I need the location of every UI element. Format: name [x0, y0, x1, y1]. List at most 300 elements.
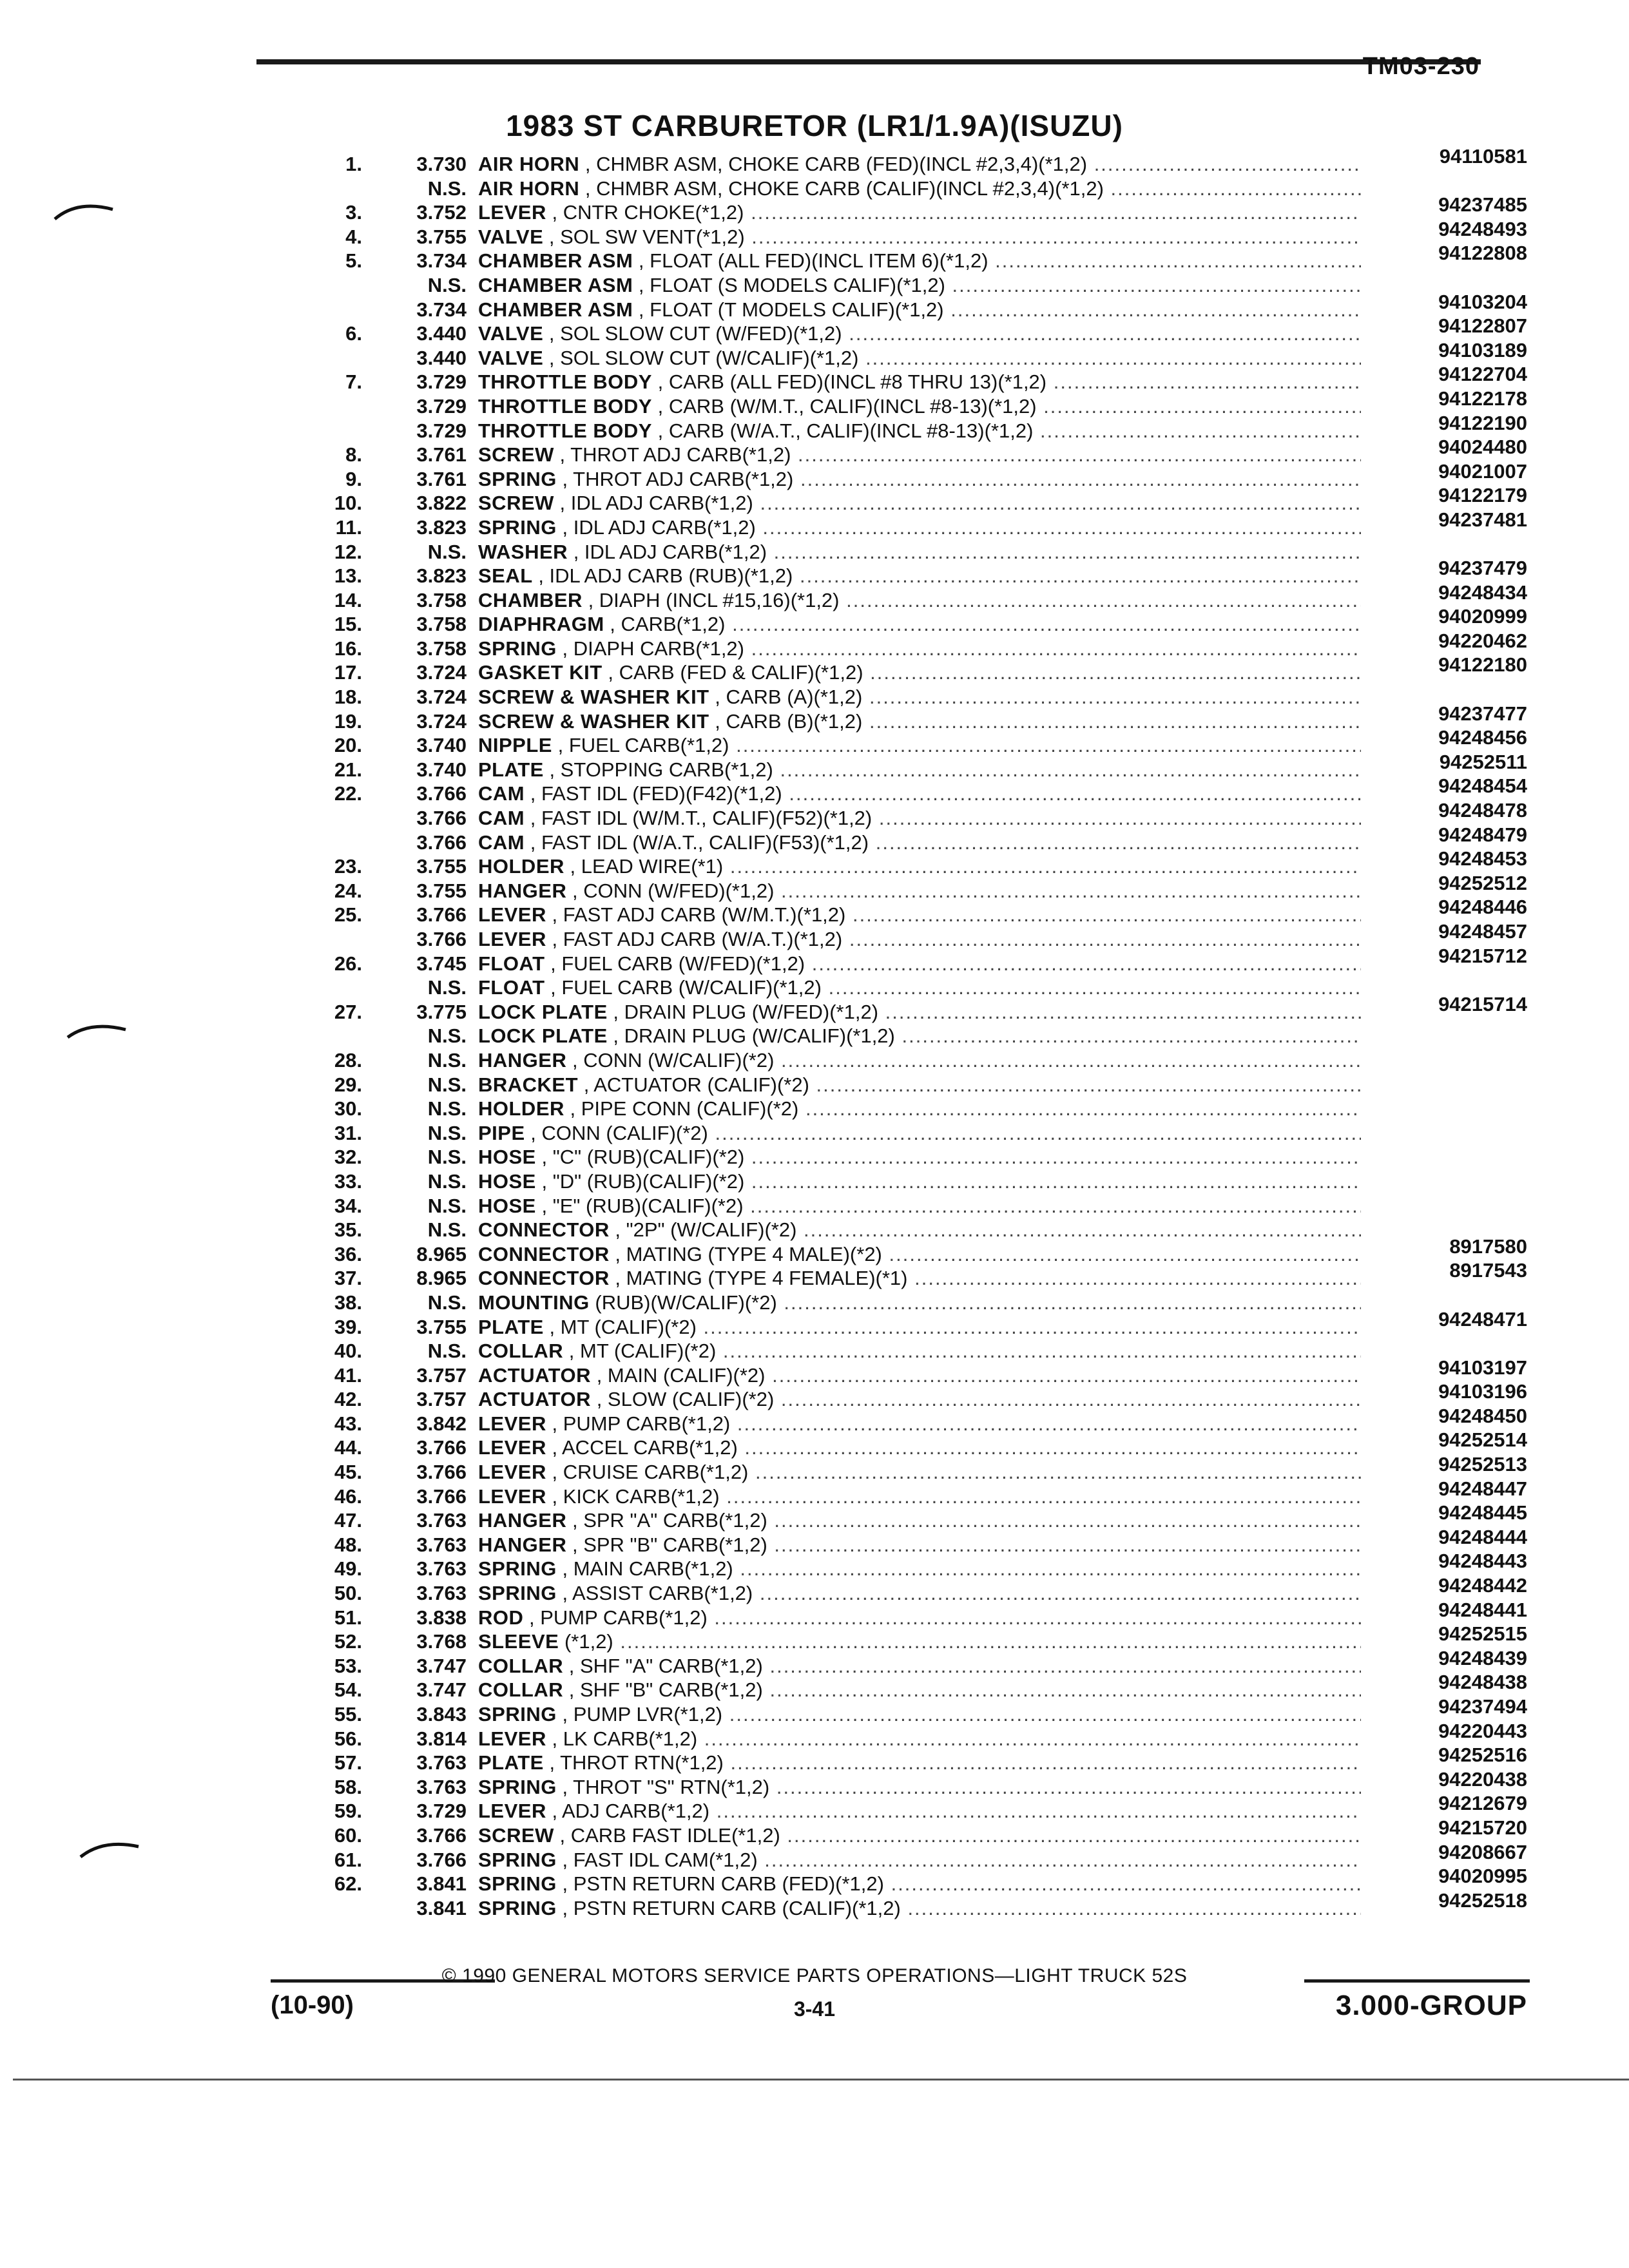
- item-number: 17.: [334, 661, 362, 684]
- part-number: 94248438: [1438, 1671, 1527, 1694]
- parts-row: [322, 484, 1534, 515]
- group-number: 3.766: [416, 1461, 467, 1484]
- item-number: 57.: [334, 1751, 362, 1774]
- group-number: 3.734: [416, 249, 467, 273]
- group-number: 3.758: [416, 637, 467, 660]
- part-description: [478, 588, 1361, 613]
- parts-row: [322, 314, 1534, 346]
- part-description: [478, 709, 1361, 734]
- item-number: 55.: [334, 1703, 362, 1725]
- part-number: 94252511: [1439, 750, 1527, 773]
- group-number: 8.965: [416, 1267, 467, 1290]
- part-detail: , CONN (W/CALIF)(*2): [572, 1048, 775, 1072]
- item-number: 23.: [334, 855, 362, 878]
- item-number: 25.: [334, 903, 362, 927]
- part-name: GASKET KIT: [478, 661, 602, 684]
- part-description: [478, 1266, 1361, 1291]
- part-number: 94248457: [1438, 920, 1527, 943]
- part-detail: , CRUISE CARB(*1,2): [552, 1461, 749, 1484]
- group-number: 3.814: [416, 1727, 467, 1750]
- parts-row: [322, 1380, 1534, 1412]
- item-number: 12.: [334, 540, 362, 563]
- parts-row: [322, 1646, 1534, 1678]
- part-detail: , SHF "A" CARB(*1,2): [568, 1654, 763, 1677]
- part-name: SPRING: [478, 1557, 557, 1581]
- group-number: 8.965: [416, 1242, 467, 1265]
- parts-row: [322, 1048, 1534, 1073]
- item-number: 10.: [334, 492, 362, 515]
- group-number: 3.761: [416, 467, 467, 490]
- item-number: 8.: [345, 443, 362, 466]
- part-detail: , MATING (TYPE 4 FEMALE)(*1): [615, 1267, 908, 1290]
- group-number: 3.752: [416, 201, 467, 224]
- parts-row: [322, 338, 1534, 370]
- item-number: 40.: [334, 1340, 362, 1363]
- part-number: 94252515: [1438, 1622, 1527, 1646]
- part-name: THROTTLE BODY: [478, 370, 652, 394]
- group-number: 3.440: [416, 346, 467, 369]
- part-number: 94020999: [1438, 605, 1527, 628]
- part-name: HOSE: [478, 1169, 536, 1193]
- part-number: 94248493: [1438, 217, 1527, 240]
- group-number: 3.766: [416, 831, 467, 854]
- parts-row: [322, 1695, 1534, 1727]
- part-number: 94248443: [1438, 1550, 1527, 1573]
- part-description: [478, 1412, 1361, 1436]
- part-description: [478, 1629, 1361, 1654]
- top-rule: [256, 59, 1481, 64]
- part-number: 94248441: [1438, 1598, 1527, 1621]
- part-description: [478, 322, 1361, 346]
- part-name: DIAPHRAGM: [478, 613, 604, 636]
- item-number: 58.: [334, 1775, 362, 1798]
- parts-row: [322, 1622, 1534, 1654]
- part-name: SLEEVE: [478, 1630, 559, 1653]
- group-number: 3.740: [416, 758, 467, 781]
- group-number: 3.745: [416, 952, 467, 975]
- part-name: CHAMBER ASM: [478, 298, 633, 321]
- group-number: 3.838: [416, 1606, 467, 1629]
- part-name: WASHER: [478, 540, 568, 563]
- item-number: 38.: [334, 1291, 362, 1314]
- part-name: SPRING: [478, 515, 557, 539]
- parts-row: [322, 1218, 1534, 1242]
- group-number: 3.766: [416, 928, 467, 950]
- part-description: [478, 1533, 1361, 1557]
- parts-row: [322, 1291, 1534, 1315]
- item-number: 41.: [334, 1363, 362, 1387]
- parts-row: [322, 1840, 1534, 1872]
- item-number: 13.: [334, 564, 362, 588]
- part-name: SPRING: [478, 637, 557, 660]
- part-name: HANGER: [478, 879, 567, 902]
- part-detail: , SOL SLOW CUT (W/CALIF)(*1,2): [548, 346, 859, 369]
- part-description: [478, 1194, 1361, 1218]
- part-description: [478, 952, 1361, 976]
- part-name: LEVER: [478, 1436, 546, 1459]
- parts-row: [322, 1598, 1534, 1630]
- group-number: 3.747: [416, 1678, 467, 1702]
- group-number: 3.768: [416, 1630, 467, 1653]
- item-number: 56.: [334, 1727, 362, 1750]
- group-number: 3.775: [416, 1000, 467, 1023]
- group-number: 3.729: [416, 419, 467, 442]
- part-description: [478, 975, 1361, 1000]
- part-name: LEVER: [478, 1727, 546, 1750]
- part-detail: , CONN (W/FED)(*1,2): [572, 879, 775, 902]
- part-description: [478, 879, 1361, 903]
- part-number: 94215714: [1438, 992, 1527, 1015]
- part-description: [478, 298, 1361, 322]
- item-number: 39.: [334, 1315, 362, 1338]
- part-description: [478, 1799, 1361, 1823]
- group-number: 3.766: [416, 903, 467, 927]
- group-number: 3.766: [416, 807, 467, 830]
- part-number: 94248444: [1438, 1525, 1527, 1548]
- part-description: [478, 564, 1361, 588]
- part-name: CAM: [478, 807, 525, 830]
- part-description: [478, 1387, 1361, 1412]
- group-number: 3.763: [416, 1509, 467, 1532]
- group-number: 3.763: [416, 1557, 467, 1581]
- part-name: SEAL: [478, 564, 533, 588]
- item-number: 20.: [334, 734, 362, 757]
- part-detail: , PUMP CARB(*1,2): [552, 1412, 731, 1435]
- parts-row: [322, 1145, 1534, 1169]
- parts-row: [322, 1235, 1534, 1267]
- item-number: 46.: [334, 1485, 362, 1508]
- part-detail: , PIPE CONN (CALIF)(*2): [570, 1097, 799, 1120]
- parts-row: [322, 823, 1534, 855]
- parts-row: [322, 1477, 1534, 1509]
- part-detail: , CARB (W/A.T., CALIF)(INCL #8-13)(*1,2): [657, 419, 1034, 442]
- part-name: FLOAT: [478, 976, 545, 999]
- part-description: [478, 467, 1361, 492]
- part-number: 94252516: [1438, 1744, 1527, 1767]
- part-description: [478, 225, 1361, 249]
- part-number: 94021007: [1438, 459, 1527, 483]
- parts-row: [322, 1525, 1534, 1557]
- part-number: 94103197: [1438, 1356, 1527, 1379]
- group-number: N.S.: [427, 1194, 467, 1217]
- part-detail: , FAST ADJ CARB (W/M.T.)(*1,2): [552, 903, 846, 927]
- part-number: 94248445: [1438, 1501, 1527, 1524]
- part-description: [478, 1339, 1361, 1363]
- group-number: 3.747: [416, 1654, 467, 1677]
- part-name: SPRING: [478, 1775, 557, 1798]
- parts-row: [322, 363, 1534, 394]
- parts-row: [322, 992, 1534, 1024]
- parts-row: [322, 1259, 1534, 1291]
- part-name: LEVER: [478, 1485, 546, 1508]
- part-detail: , FAST IDL CAM(*1,2): [562, 1848, 758, 1871]
- part-detail: , FUEL CARB (W/CALIF)(*1,2): [550, 976, 822, 999]
- group-number: 3.730: [416, 153, 467, 175]
- item-number: 21.: [334, 758, 362, 781]
- part-detail: , ASSIST CARB(*1,2): [562, 1582, 753, 1605]
- part-detail: , ACTUATOR (CALIF)(*2): [583, 1073, 809, 1096]
- part-detail: , SPR "A" CARB(*1,2): [572, 1509, 767, 1532]
- part-description: [478, 249, 1361, 273]
- group-number: N.S.: [427, 1340, 467, 1363]
- group-number: 3.761: [416, 443, 467, 466]
- item-number: 1.: [345, 153, 362, 175]
- part-number: 94248446: [1438, 896, 1527, 919]
- parts-row: [322, 1550, 1534, 1581]
- part-number: 94122808: [1438, 242, 1527, 265]
- group-number: 3.842: [416, 1412, 467, 1435]
- part-name: FLOAT: [478, 952, 545, 975]
- part-number: 94220462: [1438, 629, 1527, 652]
- part-number: 8917543: [1449, 1259, 1527, 1282]
- item-number: 6.: [345, 322, 362, 345]
- parts-row: [322, 1121, 1534, 1146]
- parts-row: [322, 847, 1534, 879]
- parts-row: [322, 540, 1534, 564]
- parts-row: [322, 1453, 1534, 1485]
- group-number: N.S.: [427, 1024, 467, 1048]
- part-detail: , CARB (B)(*1,2): [715, 709, 863, 733]
- binder-hole-mark: [64, 1012, 129, 1044]
- group-label: 3.000-GROUP: [1335, 1990, 1527, 2021]
- part-description: [478, 1775, 1361, 1800]
- part-name: HANGER: [478, 1509, 567, 1532]
- group-number: 3.729: [416, 394, 467, 418]
- part-description: [478, 831, 1361, 855]
- group-number: 3.758: [416, 588, 467, 611]
- parts-row: [322, 1671, 1534, 1702]
- parts-row: [322, 459, 1534, 492]
- part-name: SCREW: [478, 1823, 554, 1847]
- part-detail: (RUB)(W/CALIF)(*2): [595, 1291, 777, 1314]
- part-description: [478, 1751, 1361, 1775]
- item-number: 59.: [334, 1800, 362, 1823]
- group-number: 3.755: [416, 1315, 467, 1338]
- part-detail: , THROT "S" RTN(*1,2): [562, 1775, 770, 1798]
- parts-row: [322, 1024, 1534, 1048]
- part-detail: , SLOW (CALIF)(*2): [596, 1388, 775, 1411]
- parts-row: [322, 581, 1534, 613]
- part-description: [478, 1702, 1361, 1727]
- part-description: [478, 1678, 1361, 1702]
- part-description: [478, 903, 1361, 927]
- item-number: 16.: [334, 637, 362, 660]
- part-detail: , FAST IDL (W/M.T., CALIF)(F52)(*1,2): [530, 807, 872, 830]
- document-code: TM03-230: [1362, 53, 1480, 80]
- parts-row: [322, 387, 1534, 419]
- parts-row: [322, 920, 1534, 952]
- parts-row: [322, 273, 1534, 298]
- part-description: [478, 177, 1361, 201]
- part-number: 94215712: [1438, 944, 1527, 967]
- parts-row: [322, 896, 1534, 927]
- part-detail: , ACCEL CARB(*1,2): [552, 1436, 738, 1459]
- part-detail: , ADJ CARB(*1,2): [552, 1800, 710, 1823]
- part-number: 94212679: [1438, 1792, 1527, 1815]
- part-number: 8917580: [1449, 1235, 1527, 1258]
- part-description: [478, 1169, 1361, 1194]
- part-number: 94110581: [1439, 145, 1527, 168]
- part-detail: , CARB (A)(*1,2): [715, 686, 863, 709]
- part-description: [478, 1606, 1361, 1630]
- part-description: [478, 370, 1361, 394]
- part-detail: , PSTN RETURN CARB (CALIF)(*1,2): [562, 1896, 901, 1919]
- part-number: 94122178: [1438, 387, 1527, 410]
- parts-row: [322, 1428, 1534, 1460]
- part-description: [478, 540, 1361, 564]
- part-number: 94248447: [1438, 1477, 1527, 1500]
- part-detail: , IDL ADJ CARB (RUB)(*1,2): [538, 564, 793, 588]
- part-number: 94103196: [1438, 1380, 1527, 1403]
- item-number: 62.: [334, 1872, 362, 1896]
- part-detail: , STOPPING CARB(*1,2): [549, 758, 773, 781]
- parts-row: [322, 242, 1534, 273]
- item-number: 5.: [345, 249, 362, 273]
- group-number: N.S.: [427, 1073, 467, 1096]
- group-number: 3.841: [416, 1872, 467, 1896]
- part-description: [478, 1848, 1361, 1872]
- part-description: [478, 1242, 1361, 1267]
- parts-row: [322, 1307, 1534, 1340]
- part-description: [478, 1097, 1361, 1121]
- item-number: 48.: [334, 1533, 362, 1556]
- parts-row: [322, 1073, 1534, 1097]
- part-detail: , MAIN (CALIF)(*2): [596, 1363, 766, 1387]
- part-number: 94122180: [1438, 653, 1527, 677]
- part-name: LOCK PLATE: [478, 1000, 608, 1023]
- part-number: 94248454: [1438, 774, 1527, 798]
- part-description: [478, 1485, 1361, 1509]
- group-number: N.S.: [427, 1218, 467, 1242]
- part-detail: , CHMBR ASM, CHOKE CARB (CALIF)(INCL #2,3,4)(*1,2): [584, 177, 1104, 200]
- part-detail: , DRAIN PLUG (W/CALIF)(*1,2): [613, 1024, 895, 1048]
- parts-row: [322, 508, 1534, 540]
- part-name: CHAMBER ASM: [478, 249, 633, 273]
- part-number: 94122179: [1438, 484, 1527, 507]
- part-name: VALVE: [478, 322, 544, 345]
- part-description: [478, 515, 1361, 540]
- parts-row: [322, 1501, 1534, 1533]
- part-name: VALVE: [478, 225, 544, 248]
- parts-row: [322, 1744, 1534, 1775]
- group-number: N.S.: [427, 273, 467, 296]
- part-detail: , DIAPH CARB(*1,2): [562, 637, 744, 660]
- binder-hole-mark: [77, 1830, 142, 1862]
- group-number: N.S.: [427, 1291, 467, 1314]
- scan-edge-line: [13, 2079, 1629, 2081]
- part-number: 94248456: [1438, 726, 1527, 749]
- part-detail: , DRAIN PLUG (W/FED)(*1,2): [613, 1000, 879, 1023]
- parts-row: [322, 1816, 1534, 1848]
- group-number: N.S.: [427, 976, 467, 999]
- part-name: PLATE: [478, 1315, 544, 1338]
- part-number: 94237477: [1438, 702, 1527, 725]
- part-name: LEVER: [478, 201, 546, 224]
- item-number: 22.: [334, 782, 362, 805]
- parts-row: [322, 1356, 1534, 1388]
- item-number: 11.: [335, 515, 362, 539]
- group-number: N.S.: [427, 540, 467, 563]
- part-description: [478, 1363, 1361, 1388]
- part-name: COLLAR: [478, 1654, 564, 1677]
- part-number: 94103189: [1438, 338, 1527, 361]
- group-number: N.S.: [427, 1146, 467, 1169]
- part-name: HOLDER: [478, 855, 564, 878]
- group-number: N.S.: [427, 1121, 467, 1144]
- part-description: [478, 733, 1361, 758]
- part-detail: , THROT RTN(*1,2): [549, 1751, 724, 1774]
- part-description: [478, 346, 1361, 370]
- part-detail: , MT (CALIF)(*2): [568, 1340, 717, 1363]
- item-number: 15.: [334, 613, 362, 636]
- item-number: 19.: [334, 709, 362, 733]
- part-name: HOSE: [478, 1146, 536, 1169]
- part-name: COLLAR: [478, 1340, 564, 1363]
- group-number: 3.440: [416, 322, 467, 345]
- part-description: [478, 1557, 1361, 1581]
- part-detail: , "C" (RUB)(CALIF)(*2): [541, 1146, 745, 1169]
- parts-row: [322, 1792, 1534, 1823]
- part-number: 94252512: [1438, 871, 1527, 894]
- part-number: 94248479: [1438, 823, 1527, 846]
- part-description: [478, 1654, 1361, 1678]
- parts-row: [322, 193, 1534, 225]
- group-number: 3.763: [416, 1582, 467, 1605]
- item-number: 36.: [334, 1242, 362, 1265]
- part-detail: , FLOAT (ALL FED)(INCL ITEM 6)(*1,2): [638, 249, 988, 273]
- group-number: 3.766: [416, 1436, 467, 1459]
- part-detail: , "D" (RUB)(CALIF)(*2): [541, 1169, 745, 1193]
- parts-row: [322, 629, 1534, 661]
- item-number: 49.: [334, 1557, 362, 1581]
- part-description: [478, 806, 1361, 831]
- item-number: 32.: [334, 1146, 362, 1169]
- parts-row: [322, 1719, 1534, 1751]
- part-detail: , DIAPH (INCL #15,16)(*1,2): [588, 588, 840, 611]
- part-detail: , CONN (CALIF)(*2): [530, 1121, 708, 1144]
- parts-row: [322, 1404, 1534, 1436]
- part-detail: , LK CARB(*1,2): [552, 1727, 698, 1750]
- item-number: 7.: [345, 370, 362, 394]
- part-description: [478, 1024, 1361, 1048]
- part-name: CONNECTOR: [478, 1267, 610, 1290]
- part-description: [478, 1460, 1361, 1485]
- item-number: 53.: [334, 1654, 362, 1677]
- part-detail: , CNTR CHOKE(*1,2): [552, 201, 744, 224]
- parts-row: [322, 726, 1534, 758]
- group-number: 3.841: [416, 1896, 467, 1919]
- part-number: 94215720: [1438, 1816, 1527, 1839]
- part-description: [478, 1121, 1361, 1146]
- part-description: [478, 1727, 1361, 1751]
- item-number: 24.: [334, 879, 362, 902]
- binder-hole-mark: [52, 193, 116, 226]
- group-number: 3.740: [416, 734, 467, 757]
- item-number: 43.: [334, 1412, 362, 1435]
- parts-row: [322, 436, 1534, 467]
- part-name: SPRING: [478, 1896, 557, 1919]
- item-number: 51.: [334, 1606, 362, 1629]
- part-description: [478, 1048, 1361, 1073]
- item-number: 47.: [334, 1509, 362, 1532]
- part-name: HANGER: [478, 1533, 567, 1556]
- group-number: 3.729: [416, 1800, 467, 1823]
- part-detail: , CARB (ALL FED)(INCL #8 THRU 13)(*1,2): [657, 370, 1047, 394]
- item-number: 37.: [334, 1267, 362, 1290]
- group-number: 3.823: [416, 515, 467, 539]
- part-name: SPRING: [478, 1872, 557, 1896]
- part-name: BRACKET: [478, 1073, 579, 1096]
